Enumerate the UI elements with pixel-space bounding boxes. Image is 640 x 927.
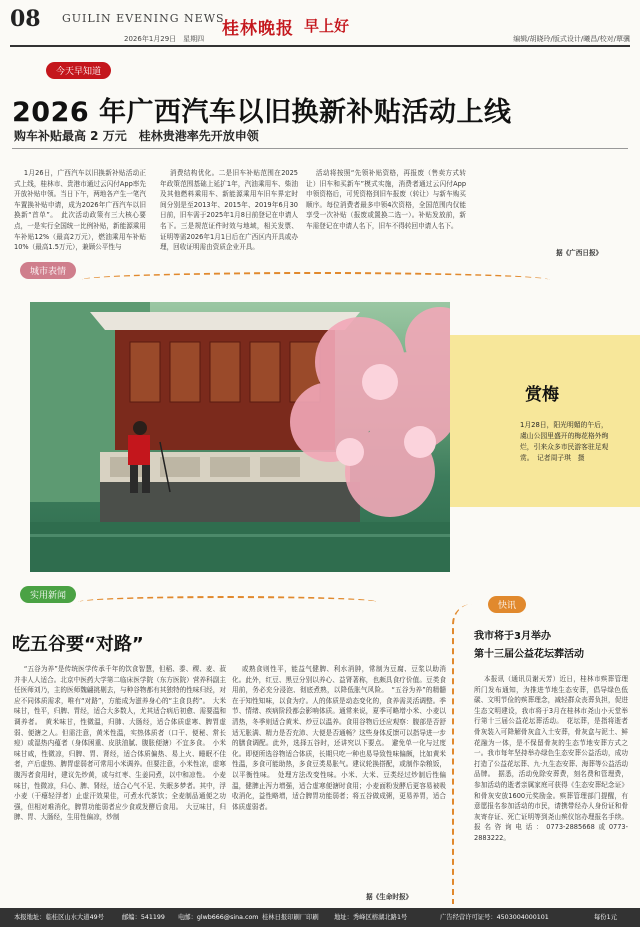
photo-title: 赏梅 <box>525 385 559 405</box>
plum-blossom-photo <box>30 302 450 572</box>
top-story-column-2: 消费结构优化。二是旧车补贴范围在2025年政策范围基础上延扩1年，汽油乘用车、柴油及其他燃料乘用车、新能源乘用车旧车界定时间分别是至2013年、2015年、2019年6月30日前，旧车需于2025年1月8日前登记在申请人名下。三是规范证件时效与地域，相关发票、证明等需2026年1月1日后在广西区内开具或办理，回收证明需由资质企业开具。 <box>160 169 298 252</box>
brief-body: 本报讯（通讯员谢天芳）近日，桂林市殡葬管理所门发布通知，为推进节地生态安葬，倡导绿色低碳、文明节俭的殡葬理念，减轻群众丧葬负担，促进生态文明建设，我市将于3月在桂林市尧山小天堂举行第十三届公益花坛葬活动。 花坛葬，是指将逝者骨灰装入可降解骨灰盒入土安葬，骨灰盒与泥土、鲜花融为一体，是不保留骨灰的生态节地安葬方式之一。我市每年坚持举办绿色生态安葬公益活动，成功打造了公益花坛葬、九·九生态安葬、海葬等公益活动品牌。 据悉，活动免除安葬费，刻名费和管理费，参加活动的逝者亲属家庭可获得《生态安葬纪念证》和骨灰安放1600元奖励金。殡葬管理部门提醒，有意愿报名参加活动的市民，请携带经办人身份证和骨灰寄存证、死亡证明等到尧山殡仪馆办理报名手续。报名咨询电话：0773-2885668或0773-2883222。 <box>474 675 628 842</box>
footer-email: 电邮：glwb666@sina.com <box>178 914 259 921</box>
page-headline: 2026 年广西汽车以旧换新补贴活动上线 <box>12 97 512 128</box>
footer-postcode: 邮编：541199 <box>122 914 165 921</box>
health-column-1: “五谷为养”是传统医学传承千年的饮食智慧，但稻、黍、稷、麦、菽并非人人适合。北京中医药大学第二临床医学院（东方医院）营养科副主任医师刘乃，主的医师魏翩挑剔去，与种谷物都有其独特的性味归经，对应不同体质需求，唯有“对路”，方能成为滋养身心的“主食良药”。 大米味甘，性平，归脾、胃经，适合大多数人，尤其适合病后初愈、需要温和调养者。 黄米味甘，性微温，归肺、大肠经，适合体质虚寒、脾胃虚弱、便溏之人。但需注意，黄米性温，实热体质者（口干、便秘、常长痘）或湿热内蕴者（身体困重、皮肤油腻、腹胀便溏）不宜多食。 小米味甘咸，性微凉，归脾、胃、肾经，适合体质偏热、易上火、睡眠不佳者，产后虚热、脾胃虚弱者可常用小米调养。但要注意，小米性凉，虚寒腹泻者食用时，建议先炒黄，或与红枣、生姜同煮，以中和凉性。 小麦味甘，性微凉，归心、脾、肾经，适合心气不足、失眠多梦者。其中，浮小麦（干瘪轻浮者）止虚汗效果佳，可煮水代茶饮；全麦制品通便之功强，但相对难消化，脾胃功能弱者应少食或发酵后食用。 大豆味甘，归脾、胃、大肠经，生用性偏凉，炒制 <box>14 665 226 822</box>
page-number: 08 <box>10 6 41 32</box>
masthead-rule <box>10 45 630 47</box>
brief-headline-line-2: 第十三届公益花坛葬活动 <box>474 649 584 660</box>
brief-headline-line-1: 我市将于3月举办 <box>474 631 551 642</box>
top-story-column-1: 1月26日，广西汽车以旧换新补贴活动正式上线，桂林市、贵港市通过云闪付App率先开放补贴申领。当日下午，两地各产生一笔汽车置换补贴申请，成为2026年广西汽车以旧换新“首单”。 此次活动政策有三大核心要点，一是实行全国统一比例补贴，新能源乘用车补贴12%（最高2万元），燃油乘用车补贴10%（最高1.5万元），兼顾公平性与 <box>14 169 146 252</box>
decorative-dashed-line-2 <box>78 596 378 608</box>
footer-address: 本报地址：临桂区山水大道49号 <box>14 914 104 921</box>
footer-printer-address: 地址：秀峰区榕湖北路1号 <box>334 914 408 921</box>
paper-name: GUILIN EVENING NEWS <box>62 12 225 25</box>
brand-logo: 桂林晚报 <box>222 19 294 39</box>
health-source: 据《生命时报》 <box>366 893 413 901</box>
brief-headline <box>474 628 584 664</box>
decorative-dashed-line <box>80 272 550 288</box>
photo-illustration <box>30 302 450 572</box>
footer-license: 广告经营许可证号：4503004000101 <box>440 914 549 921</box>
top-story-source: 据《广西日报》 <box>556 249 603 257</box>
section-tag-brief: 快讯 <box>488 596 526 613</box>
section-tag-city: 城市表情 <box>20 262 76 279</box>
headline-rule <box>12 148 628 149</box>
photo-caption: 1月28日，阳光明媚的午后，虞山公园里盛开的梅花格外绚烂，引来众多市民游客驻足观赏。 记者周子琪 摄 <box>520 421 609 462</box>
health-headline: 吃五谷要“对路” <box>12 634 144 655</box>
section-tag-practical: 实用新闻 <box>20 586 76 603</box>
section-tag-today: 今天早知道 <box>46 62 111 79</box>
issue-date: 2026年1月29日 星期四 <box>124 35 205 43</box>
staff-credits: 编辑/胡晓玲/版式设计/曦昌/校对/覃骥 <box>513 35 630 43</box>
footer-printer: 桂林日报印刷厂印刷 <box>262 914 319 921</box>
footer-price: 每份1元 <box>594 914 617 921</box>
top-story-column-3: 活动将按照“先领补贴资格，再报废（售卖方式转让）旧车和买新车”模式实施，消费者通过云闪付App申领资格后，可凭资格到旧车报废（转让）与新车购买顺序。每位消费者最多申领4次资格，全国范围内仅能享受一次补贴（报废或置换二选一）。补贴发放前，新车需登记在申请人名下，旧车不得转回申请人名下。 <box>306 169 466 230</box>
page-footer <box>0 908 640 927</box>
health-column-2: 或熟食则性平，能益气健脾、利水消肿，常制为豆腐、豆浆以助消化。此外，红豆、黑豆分别以养心、益肾著称，也颇具食疗价值。豆类食用前，务必充分浸泡、彻底煮熟，以降低胀气风险。 “五谷为养”的精髓在于知性知味，以食为疗。人的体质是动态变化的，食养需灵活调整。季节、情绪、疾病阶段都会影响体质。通常来说，夏季可略增小米、小麦以清热，冬季则适合黄米、炒豆以温养。食用谷物后还应观察：腹部是否舒适无胀满、精力是否充沛、大便是否通畅？这些身体反馈可以指导进一步的膳食调配。此外，选择五谷时，还讲究以下要点。 避免单一化与过度化。即便所选谷物适合体质，长期只吃一种也易导致性味偏颇，比如黄米性温，多食可能助热，多食豆类易胀气。建议轮换搭配，或制作杂粮饭，以平衡性味。 处理方法改变性味。小米、大米、豆类经过炒制后性偏温，健脾止泻力增强，适合虚寒便溏时食用；小麦面粉发酵后更容易被吸收消化，益性略增，适合脾胃功能弱者；将五谷做成粥，更易养胃，适合体质虚弱者。 <box>232 665 446 811</box>
page-subheadline: 购车补贴最高 2 万元 桂林贵港率先开放申领 <box>14 129 259 143</box>
section-name: 早上好 <box>304 17 350 35</box>
